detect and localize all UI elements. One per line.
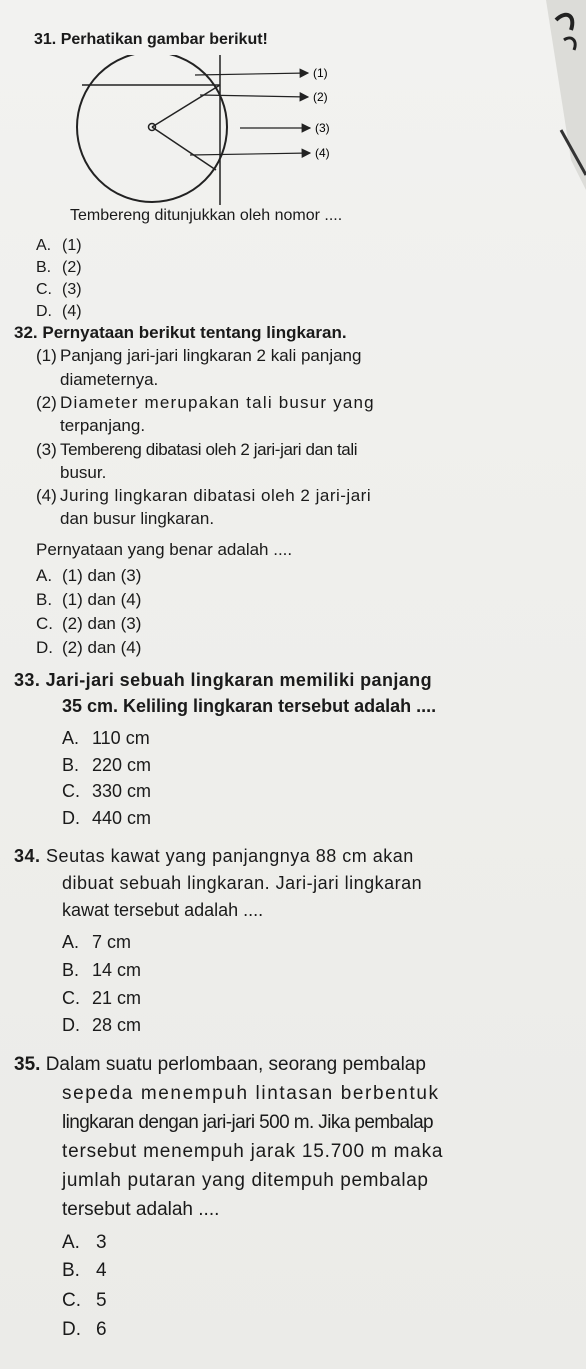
option-d[interactable]: D. 6 [62, 1319, 107, 1340]
option-d[interactable]: D. (2) dan (4) [36, 638, 142, 657]
statement-3: (3) Tembereng dibatasi oleh 2 jari-jari dan tali [36, 440, 358, 459]
option-a[interactable]: A. 7 cm [62, 932, 132, 952]
figure-label-1: (1) [313, 66, 328, 80]
question-text-line-4: tersebut menempuh jarak 15.700 m maka [62, 1141, 444, 1162]
question-text-line-2: 35 cm. Keliling lingkaran tersebut adalah .... [62, 696, 437, 716]
figure-label-4: (4) [315, 146, 330, 160]
question-text-line-1: Jari-jari sebuah lingkaran memiliki panjang [45, 670, 432, 690]
statement-3-cont: busur. [60, 463, 107, 482]
option-a[interactable]: A. (1) dan (3) [36, 566, 142, 585]
statement-4: (4) Juring lingkaran dibatasi oleh 2 jari-jari [36, 486, 372, 505]
question-text-line-2: sepeda menempuh lintasan berbentuk [62, 1083, 440, 1104]
option-a[interactable]: A. (1) [36, 237, 82, 254]
radius-line [152, 85, 220, 127]
option-b[interactable]: B. 14 cm [62, 960, 142, 980]
question-text-line-3: lingkaran dengan jari-jari 500 m. Jika pembalap [62, 1112, 434, 1133]
question-text-line-2: dibuat sebuah lingkaran. Jari-jari lingkaran [62, 873, 423, 893]
option-b[interactable]: B. 4 [62, 1260, 107, 1281]
question-number: 34. [14, 846, 41, 866]
question-number: 33. [14, 670, 41, 690]
circle-figure [70, 55, 360, 215]
question-text-line-6: tersebut adalah .... [62, 1199, 220, 1220]
option-c[interactable]: C. (3) [36, 281, 82, 298]
option-b[interactable]: B. (2) [36, 259, 82, 276]
option-b[interactable]: B. (1) dan (4) [36, 590, 142, 609]
option-d[interactable]: D. (4) [36, 303, 82, 320]
statement-4-cont: dan busur lingkaran. [60, 509, 215, 528]
question-text-line-3: kawat tersebut adalah .... [62, 900, 264, 920]
radius-line [152, 127, 216, 170]
statement-2-cont: terpanjang. [60, 416, 146, 435]
question-prompt: Pernyataan berikut tentang lingkaran. [42, 323, 347, 342]
statement-2: (2) Diameter merupakan tali busur yang [36, 393, 375, 412]
figure-label-2: (2) [313, 90, 328, 104]
circle-outline [77, 55, 227, 202]
question-prompt: Perhatikan gambar berikut! [60, 31, 268, 48]
question-number: 35. [14, 1054, 41, 1075]
option-c[interactable]: C. 21 cm [62, 988, 142, 1008]
question-text: Pernyataan yang benar adalah .... [36, 540, 293, 559]
pointer-arrow-4 [190, 153, 310, 155]
question-number: 32. [14, 323, 38, 342]
question-text-line-1: Dalam suatu perlombaan, seorang pembalap [45, 1054, 426, 1075]
question-text-line-5: jumlah putaran yang ditempuh pembalap [62, 1170, 429, 1191]
pointer-arrow-1 [195, 73, 308, 75]
option-a[interactable]: A. 110 cm [62, 728, 150, 748]
question-text: Tembereng ditunjukkan oleh nomor .... [70, 207, 343, 224]
page-corner-decoration [516, 0, 586, 190]
option-b[interactable]: B. 220 cm [62, 755, 152, 775]
option-c[interactable]: C. (2) dan (3) [36, 614, 142, 633]
statement-1: (1) Panjang jari-jari lingkaran 2 kali panjang [36, 346, 362, 365]
pointer-arrow-2 [200, 95, 308, 97]
question-number: 31. [34, 31, 57, 48]
option-d[interactable]: D. 28 cm [62, 1015, 142, 1035]
question-text-line-1: Seutas kawat yang panjangnya 88 cm akan [46, 846, 414, 866]
option-c[interactable]: C. 5 [62, 1290, 107, 1311]
option-c[interactable]: C. 330 cm [62, 781, 152, 801]
statement-1-cont: diameternya. [60, 370, 159, 389]
option-a[interactable]: A. 3 [62, 1232, 107, 1253]
option-d[interactable]: D. 440 cm [62, 808, 152, 828]
figure-label-3: (3) [315, 121, 330, 135]
